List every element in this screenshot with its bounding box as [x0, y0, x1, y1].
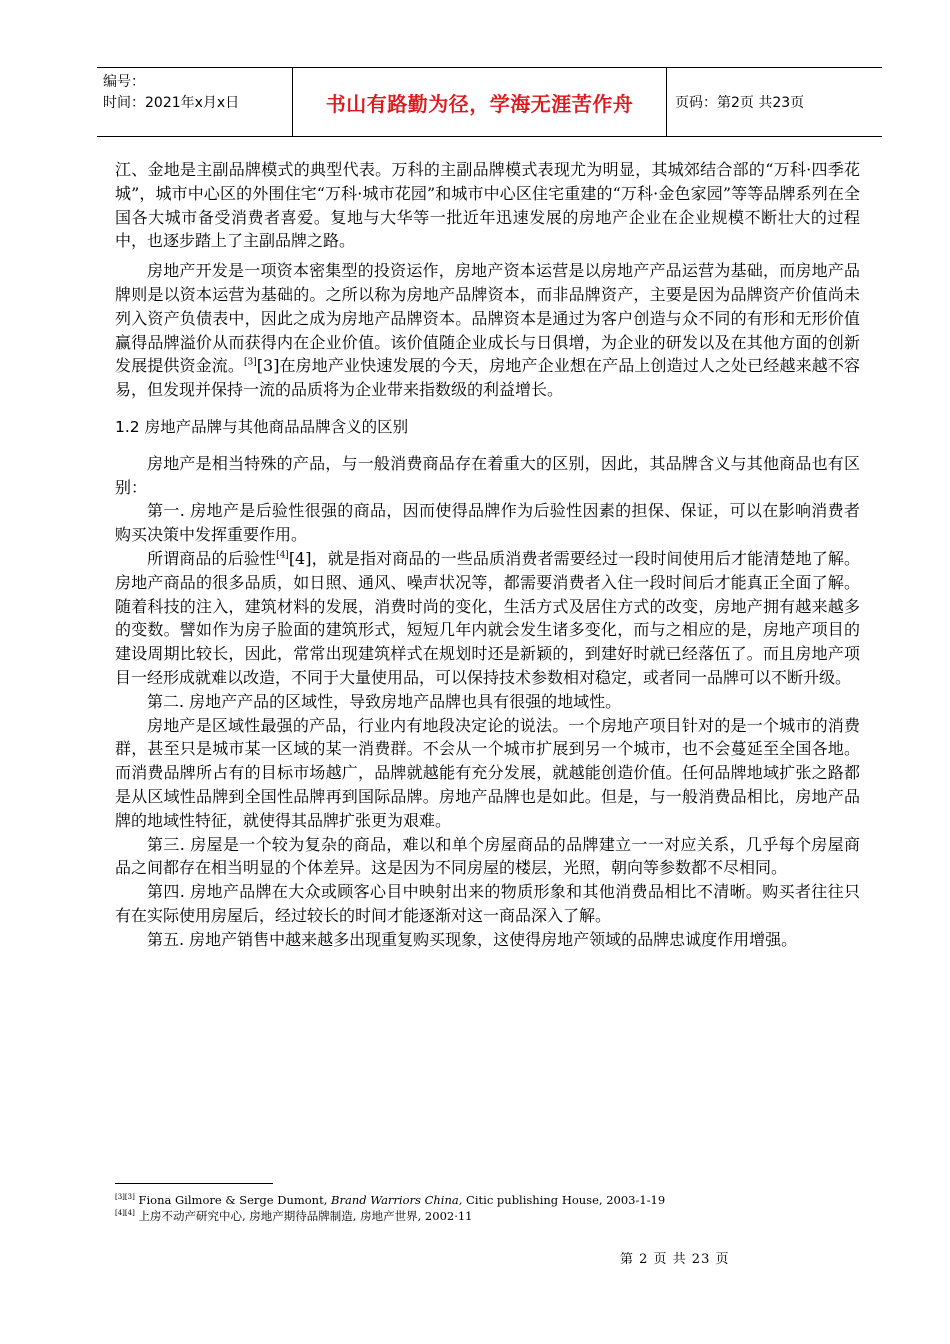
paragraph: 江、金地是主副品牌模式的典型代表。万科的主副品牌模式表现尤为明显，其城郊结合部的“万科·四季花城”，城市中心区的外围住宅“万科·城市花园”和城市中心区住宅重建的“万科·金色家园”等等品牌系列在全国各大城市备受消费者喜爱。复地与大华等一批近年迅速发展的房地产企业在企业规模不断壮大的过程中，也逐步踏上了主副品牌之路。 — [115, 160, 860, 251]
footnote-publisher: Citic publishing House, 2003-1-19 — [466, 1193, 666, 1207]
footnote-title: Brand Warriors China, — [331, 1193, 463, 1207]
paragraph-text: [3]在房地产业快速发展的今天，房地产企业想在产品上创造过人之处已经越来越不容易，但发现并保持一流的品质将为企业带来指数级的利益增长。 — [115, 356, 860, 400]
paragraph: 房地产是相当特殊的产品，与一般消费商品存在着重大的区别，因此，其品牌含义与其他商品也有区别： — [115, 453, 860, 497]
footnotes — [115, 1192, 665, 1224]
document-time-label: 时间：2021年x月x日 — [103, 95, 240, 111]
footnote-3 — [115, 1192, 665, 1208]
header-page-cell — [667, 68, 882, 136]
footnote-authors: Fiona Gilmore & Serge Dumont, — [138, 1193, 328, 1207]
footnote-mark: [4][4] — [115, 1209, 135, 1218]
paragraph: 第二. 房地产产品的区域性，导致房地产品牌也具有很强的地域性。 — [147, 691, 622, 711]
footnote-reference[interactable]: [3] — [244, 358, 257, 369]
paragraph-text: 所谓商品的后验性 — [147, 548, 277, 568]
header-left-cell — [97, 68, 293, 136]
page-footer: 第 2 页 共 23 页 — [620, 1252, 730, 1267]
document-number-label: 编号： — [103, 74, 145, 90]
footnote-4 — [115, 1208, 665, 1224]
paragraph: 房地产是区域性最强的产品，行业内有地段决定论的说法。一个房地产项目针对的是一个城市的消费群，甚至只是城市某一区域的某一消费群。不会从一个城市扩展到另一个城市，也不会蔓延至全国各地。而消费品牌所占有的目标市场越广，品牌就越能有充分发展，就越能创造价值。任何品牌地域扩张之路都是从区域性品牌到全国性品牌再到国际品牌。房地产品牌也是如此。但是，与一般消费品相比，房地产品牌的地域性特征，就使得其品牌扩张更为艰难。 — [115, 715, 860, 830]
paragraph — [115, 547, 860, 690]
footnote-divider — [115, 1183, 273, 1184]
paragraph-text: 房地产开发是一项资本密集型的投资运作，房地产资本运营是以房地产产品运营为基础，而房地产品牌则是以资本运营为基础的。之所以称为房地产品牌资本，而非品牌资产，主要是因为品牌资产价值尚未列入资产负债表中，因此之成为房地产品牌资本。品牌资本是通过为客户创造与众不同的有形和无形价值赢得品牌溢价从而获得内在企业价值。该价值随企业成长与日俱增，为企业的研发以及在其他方面的创新发展提供资金流。 — [115, 261, 860, 376]
paragraph: 第一. 房地产是后验性很强的商品，因而使得品牌作为后验性因素的担保、保证，可以在影响消费者购买决策中发挥重要作用。 — [115, 501, 860, 545]
footnote-mark: [3][3] — [115, 1193, 135, 1202]
body-text — [115, 158, 860, 952]
section-heading: 1.2 房地产品牌与其他商品品牌含义的区别 — [115, 417, 409, 436]
paragraph: 第四. 房地产品牌在大众或顾客心目中映射出来的物质形象和其他消费品相比不清晰。购买者往往只有在实际使用房屋后，经过较长的时间才能逐渐对这一商品深入了解。 — [115, 882, 860, 925]
footnote-text: 上房不动产研究中心, 房地产期待品牌制造, 房地产世界, 2002·11 — [138, 1209, 473, 1223]
header-motto-cell — [293, 68, 667, 136]
footnote-reference[interactable]: [4] — [276, 550, 289, 561]
paragraph — [115, 259, 860, 402]
paragraph: 第三. 房屋是一个较为复杂的商品，难以和单个房屋商品的品牌建立一一对应关系，几乎每个房屋商品之间都存在相当明显的个体差异。这是因为不同房屋的楼层，光照，朝向等参数都不尽相同。 — [115, 834, 860, 878]
header-motto: 书山有路勤为径，学海无涯苦作舟 — [325, 91, 634, 116]
header-page-number: 页码：第2页 共23页 — [675, 95, 805, 111]
paragraph-text: [4]，就是指对商品的一些品质消费者需要经过一段时间使用后才能清楚地了解。房地产商品的很多品质，如日照、通风、噪声状况等，都需要消费者入住一段时间后才能真正全面了解。随着科技的注入，建筑材料的发展，消费时尚的变化，生活方式及居住方式的改变，房地产拥有越来越多的变数。譬如作为房子脸面的建筑形式，短短几年内就会发生诸多变化，而与之相应的是，房地产项目的建设周期比较长，因此，常常出现建筑样式在规划时还是新颖的，到建好时就已经落伍了。而且房地产项目一经形成就难以改造，不同于大量使用品，可以保持技术参数相对稳定，或者同一品牌可以不断升级。 — [115, 548, 860, 687]
page-header — [97, 67, 882, 137]
paragraph: 第五. 房地产销售中越来越多出现重复购买现象，这使得房地产领域的品牌忠诚度作用增强。 — [147, 929, 798, 949]
